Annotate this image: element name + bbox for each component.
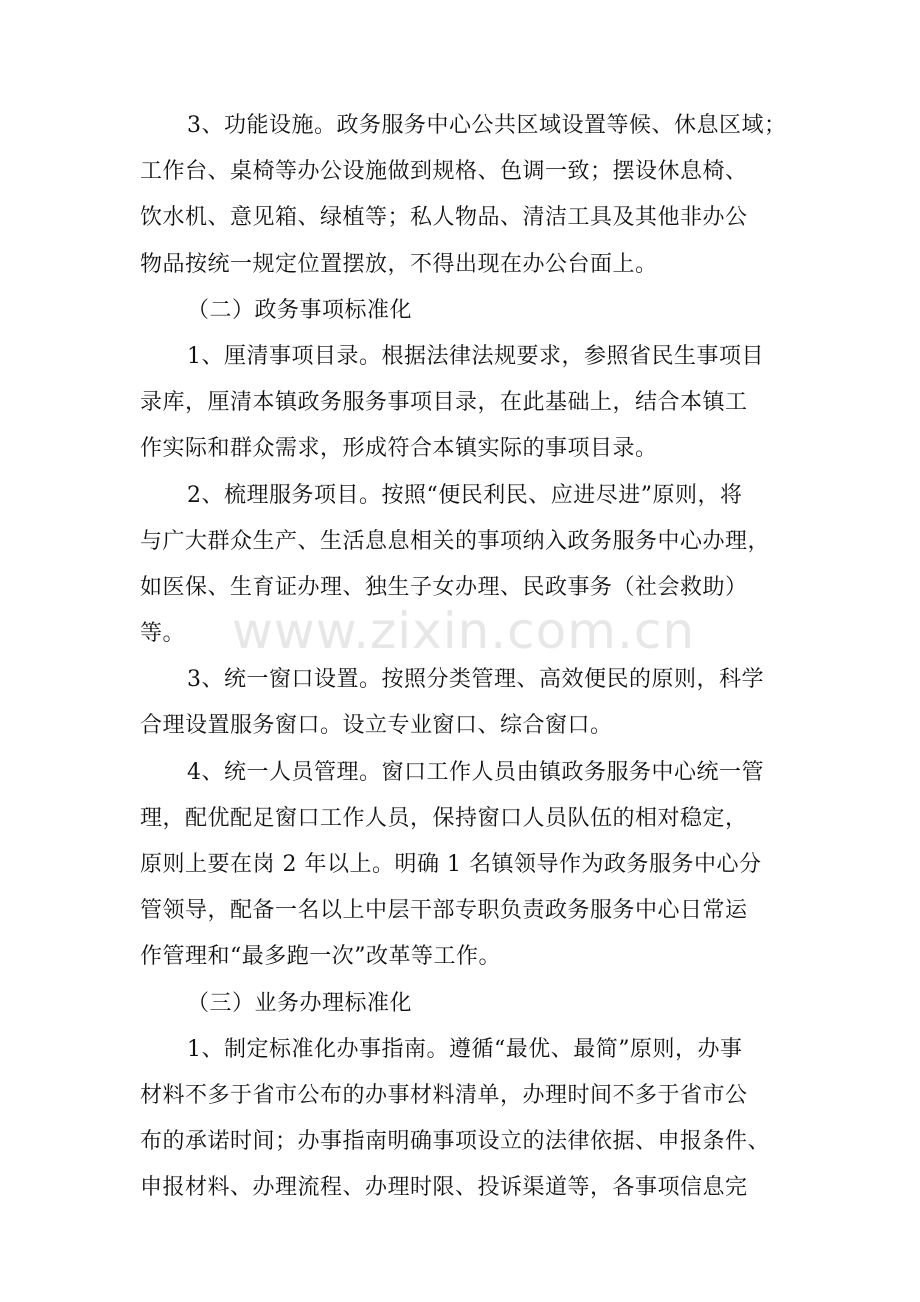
paragraph-line: 作管理和“最多跑一次”改革等工作。 — [140, 944, 501, 970]
paragraph-line: 原则上要在岗 2 年以上。明确 1 名镇领导作为政务服务中心分 — [140, 852, 762, 877]
paragraph-line: 申报材料、办理流程、办理时限、投诉渠道等，各事项信息完 — [140, 1175, 748, 1201]
paragraph-line: 1、制定标准化办事指南。遵循“最优、最简”原则，办事 — [187, 1036, 743, 1062]
paragraph-line: 与广大群众生产、生活息息相关的事项纳入政务服务中心办理， — [140, 528, 771, 554]
paragraph-line: 物品按统一规定位置摆放，不得出现在办公台面上。 — [140, 251, 658, 277]
watermark: www.zixin.com.cn — [232, 602, 696, 660]
paragraph-line: 如医保、生育证办理、独生子女办理、民政事务（社会救助） — [140, 574, 748, 600]
paragraph-line: 饮水机、意见箱、绿植等；私人物品、清洁工具及其他非办公 — [140, 205, 748, 231]
paragraph-line: 3、功能设施。政务服务中心公共区域设置等候、休息区域； — [187, 113, 787, 138]
section-heading: （三）业务办理标准化 — [187, 990, 413, 1016]
section-heading: （二）政务事项标准化 — [187, 297, 413, 323]
paragraph-line: 理，配优配足窗口工作人员，保持窗口人员队伍的相对稳定， — [140, 805, 748, 831]
paragraph-line: 1、厘清事项目录。根据法律法规要求，参照省民生事项目 — [187, 343, 764, 369]
paragraph-line: 4、统一人员管理。窗口工作人员由镇政务服务中心统一管 — [187, 759, 764, 785]
paragraph-line: 管领导，配备一名以上中层干部专职负责政务服务中心日常运 — [140, 898, 748, 924]
paragraph-line: 合理设置服务窗口。设立专业窗口、综合窗口。 — [140, 713, 613, 739]
paragraph-line: 作实际和群众需求，形成符合本镇实际的事项目录。 — [140, 436, 658, 462]
paragraph-line: 等。 — [140, 621, 186, 647]
document-body — [140, 103, 800, 1212]
paragraph-line: 3、统一窗口设置。按照分类管理、高效便民的原则，科学 — [187, 667, 764, 693]
paragraph-line: 材料不多于省市公布的办事材料清单，办理时间不多于省市公 — [140, 1082, 748, 1108]
paragraph-line: 录库，厘清本镇政务服务事项目录，在此基础上，结合本镇工 — [140, 390, 748, 416]
paragraph-line: 布的承诺时间；办事指南明确事项设立的法律依据、申报条件、 — [140, 1129, 771, 1155]
paragraph-line: 2、梳理服务项目。按照“便民利民、应进尽进”原则，将 — [187, 482, 743, 508]
paragraph-line: 工作台、桌椅等办公设施做到规格、色调一致；摆设休息椅、 — [140, 159, 748, 185]
